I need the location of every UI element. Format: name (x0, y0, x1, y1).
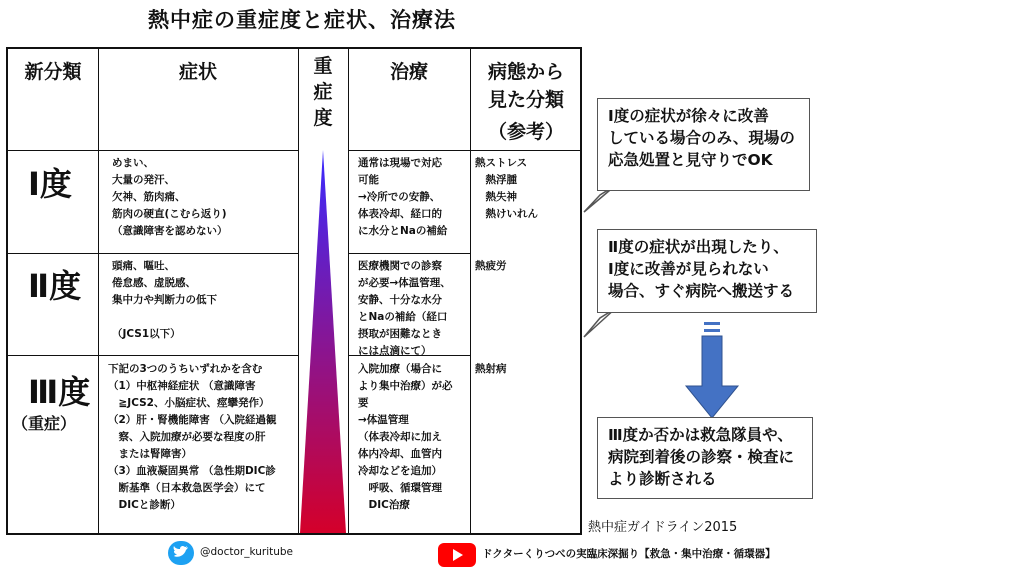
down-arrow-icon (682, 322, 742, 422)
twitter-icon (168, 541, 194, 565)
degree-3-label: Ⅲ度 (28, 373, 91, 411)
youtube-channel[interactable]: ドクターくりつべの実臨床深掘り【救急・集中治療・循環器】 (482, 548, 776, 560)
header-severity: 重 症 度 (313, 55, 333, 129)
degree-2-treatment: 医療機関での診察 が必要→体温管理、 安静、十分な水分 とNaの補給（経口 摂取が困難なとき には点滴にて） (358, 260, 451, 357)
page-title: 熱中症の重症度と症状、治療法 (148, 8, 456, 32)
degree-1-pathology: 熱ストレス 熱浮腫 熱失神 熱けいれん (475, 157, 538, 220)
source-citation: 熱中症ガイドライン2015 (588, 520, 738, 535)
degree-1-label: Ⅰ度 (28, 165, 72, 203)
degree-2-label: Ⅱ度 (28, 267, 82, 305)
header-pathology-line2: 見た分類 (487, 89, 564, 111)
degree-3-symptoms: 下記の3つのうちいずれかを含む （1）中枢神経症状 （意識障害 ≧JCS2、小脳症状、痙攣発作） （2）肝・腎機能障害 （入院経過観 察、入院加療が必要な程度の肝 または腎障害） （3）血液凝固異常 （急性期DIC診 断基準（日本救急医学会）にて DICと診断） (108, 363, 277, 511)
callout-degree-3: Ⅲ度か否かは救急隊員や、 病院到着後の診察・検査に より診断される (597, 417, 813, 499)
degree-1-treatment: 通常は現場で対応 可能 →冷所での安静、 体表冷却、経口的 に水分とNaの補給 (358, 157, 448, 237)
header-symptoms: 症状 (178, 61, 217, 83)
twitter-handle[interactable]: @doctor_kuritube (200, 546, 294, 558)
callout-degree-2: Ⅱ度の症状が出現したり、 Ⅰ度に改善が見られない 場合、すぐ病院へ搬送する (597, 229, 817, 313)
youtube-icon (438, 543, 476, 567)
callout-degree-1: Ⅰ度の症状が徐々に改善 している場合のみ、現場の 応急処置と見守りでOK (597, 98, 810, 191)
header-pathology-line1: 病態から (487, 61, 564, 83)
degree-2-pathology: 熱疲労 (475, 260, 507, 272)
degree-1-symptoms: めまい、 大量の発汗、 欠神、筋肉痛、 筋肉の硬直(こむら返り) （意識障害を認めない） (112, 157, 228, 237)
degree-3-treatment: 入院加療（場合に より集中治療）が必 要 →体温管理 （体表冷却に加え 体内冷却、血管内 冷却などを追加） 呼吸、循環管理 DIC治療 (358, 363, 453, 511)
degree-2-symptoms: 頭痛、嘔吐、 倦怠感、虚脱感、 集中力や判断力の低下 （JCS1以下） (112, 260, 217, 340)
degree-3-pathology: 熱射病 (475, 363, 507, 375)
header-pathology-line3: （参考） (487, 121, 564, 143)
header-treatment: 治療 (389, 61, 428, 83)
header-category: 新分類 (24, 61, 82, 83)
degree-3-sub-label: （重症） (12, 414, 77, 433)
